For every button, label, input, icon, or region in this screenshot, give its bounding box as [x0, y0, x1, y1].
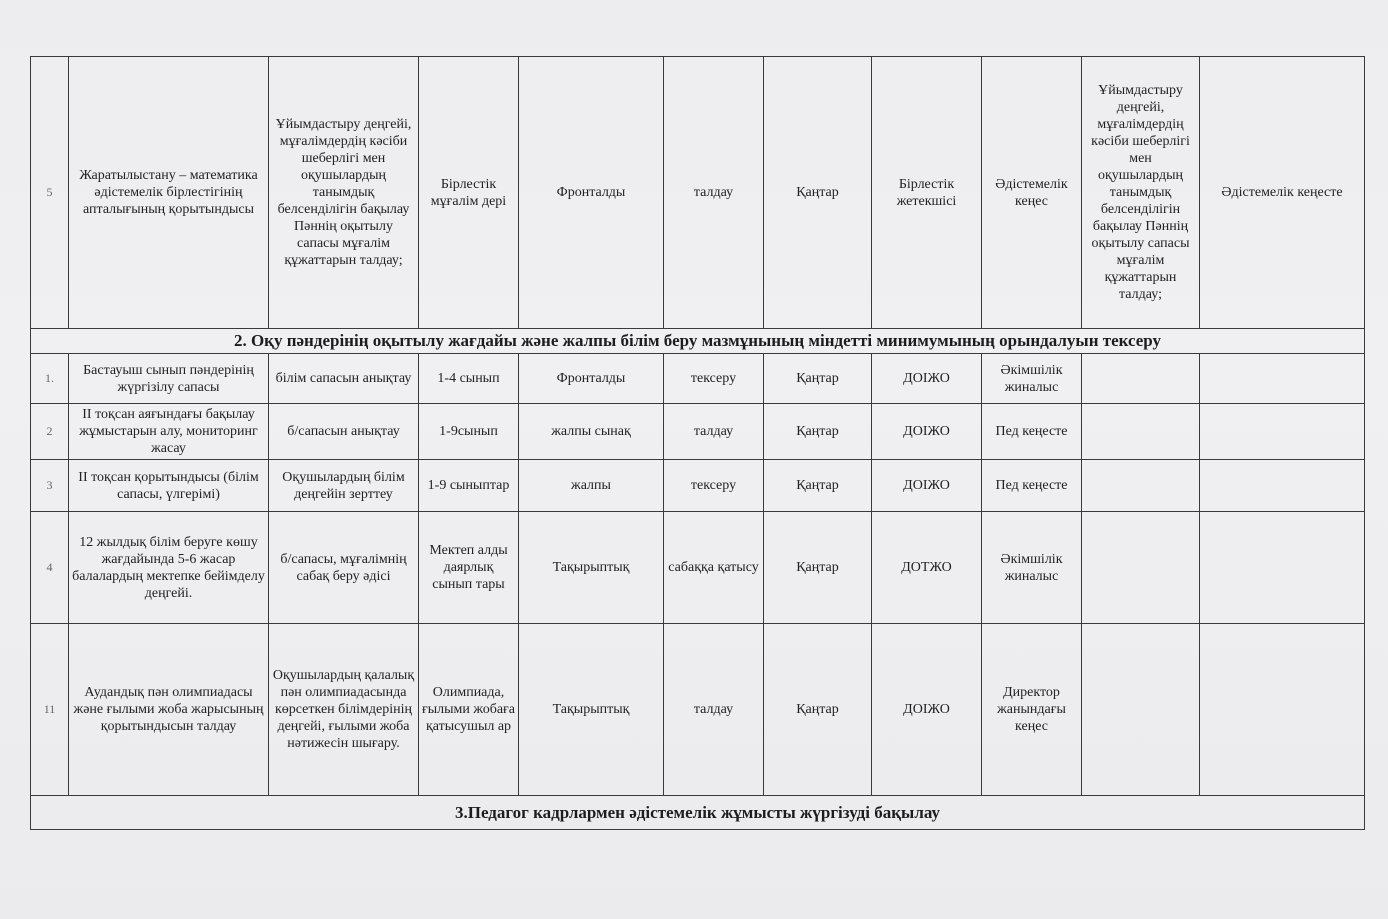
empty-cell — [1200, 624, 1365, 796]
control-object: 1-9 сыныптар — [419, 460, 519, 512]
control-goal: б/сапасы, мұғалімнің сабақ беру әдісі — [269, 512, 419, 624]
control-object: Олимпиада, ғылыми жобаға қатысушыл ар — [419, 624, 519, 796]
control-type: жалпы — [519, 460, 664, 512]
review-venue: Әкімшілік жиналыс — [982, 354, 1082, 404]
table-row — [31, 624, 1365, 796]
empty-cell — [1200, 354, 1365, 404]
empty-cell — [1082, 460, 1200, 512]
review-venue: Директор жанындағы кеңес — [982, 624, 1082, 796]
control-method: талдау — [664, 404, 764, 460]
control-date: Қаңтар — [764, 57, 872, 329]
section-3-title: 3.Педагог кадрлармен әдістемелік жұмысты жүргізуді бақылау — [31, 796, 1365, 830]
control-type: жалпы сынақ — [519, 404, 664, 460]
control-method: сабаққа қатысу — [664, 512, 764, 624]
result-venue: Әдістемелік кеңесте — [1200, 57, 1365, 329]
row-number: 3 — [31, 460, 69, 512]
responsible-person: ДОІЖО — [872, 624, 982, 796]
control-plan-table — [30, 56, 1365, 830]
row-number: 11 — [31, 624, 69, 796]
control-method: тексеру — [664, 460, 764, 512]
row-number: 5 — [31, 57, 69, 329]
section-heading-row — [31, 329, 1365, 354]
section-heading-row — [31, 796, 1365, 830]
control-date: Қаңтар — [764, 404, 872, 460]
control-object: 1-4 сынып — [419, 354, 519, 404]
empty-cell — [1200, 460, 1365, 512]
responsible-person: ДОІЖО — [872, 354, 982, 404]
table-row — [31, 460, 1365, 512]
empty-cell — [1200, 512, 1365, 624]
control-date: Қаңтар — [764, 460, 872, 512]
control-goal: білім сапасын анықтау — [269, 354, 419, 404]
control-subject: 12 жылдық білім беруге көшу жағдайында 5-6 жасар балалардың мектепке бейімделу деңгейі. — [69, 512, 269, 624]
control-date: Қаңтар — [764, 512, 872, 624]
control-object: 1-9сынып — [419, 404, 519, 460]
table-row — [31, 57, 1365, 329]
control-goal: б/сапасын анықтау — [269, 404, 419, 460]
control-goal: Ұйымдастыру деңгейі, мұғалімдердің кәсіби шеберлігі мен оқушылардың танымдық белсенділігін бақылау Пәннің оқытылу сапасы мұғалім құжаттарын талдау; — [269, 57, 419, 329]
empty-cell — [1082, 354, 1200, 404]
control-object: Бірлестік мұғалім дері — [419, 57, 519, 329]
review-venue: Пед кеңесте — [982, 460, 1082, 512]
control-date: Қаңтар — [764, 624, 872, 796]
control-method: тексеру — [664, 354, 764, 404]
responsible-person: Бірлестік жетекшісі — [872, 57, 982, 329]
control-type: Фронталды — [519, 354, 664, 404]
row-number: 4 — [31, 512, 69, 624]
control-date: Қаңтар — [764, 354, 872, 404]
control-subject: Аудандық пән олимпиадасы және ғылыми жоба жарысының қорытындысын талдау — [69, 624, 269, 796]
review-venue: Әкімшілік жиналыс — [982, 512, 1082, 624]
control-method: талдау — [664, 57, 764, 329]
empty-cell — [1200, 404, 1365, 460]
control-subject: ІІ тоқсан қорытындысы (білім сапасы, үлгерімі) — [69, 460, 269, 512]
responsible-person: ДОІЖО — [872, 404, 982, 460]
responsible-person: ДОІЖО — [872, 460, 982, 512]
empty-cell — [1082, 512, 1200, 624]
control-subject: Жаратылыстану – математика әдістемелік бірлестігінің апталығының қорытындысы — [69, 57, 269, 329]
row-number: 1. — [31, 354, 69, 404]
control-type: Тақырыптық — [519, 512, 664, 624]
control-goal: Оқушылардың білім деңгейін зерттеу — [269, 460, 419, 512]
control-object: Мектеп алды даярлық сынып тары — [419, 512, 519, 624]
control-type: Фронталды — [519, 57, 664, 329]
responsible-person: ДОТЖО — [872, 512, 982, 624]
table-row — [31, 512, 1365, 624]
table-row — [31, 404, 1365, 460]
control-goal: Оқушылардың қалалық пән олимпиадасында көрсеткен білімдерінің деңгейі, ғылыми жоба нәтижесін шығару. — [269, 624, 419, 796]
control-subject: Бастауыш сынып пәндерінің жүргізілу сапасы — [69, 354, 269, 404]
row-number: 2 — [31, 404, 69, 460]
table-row — [31, 354, 1365, 404]
control-method: талдау — [664, 624, 764, 796]
control-result: Ұйымдастыру деңгейі, мұғалімдердің кәсіби шеберлігі мен оқушылардың танымдық белсенділігін бақылау Пәннің оқытылу сапасы мұғалім құжаттарын талдау; — [1082, 57, 1200, 329]
empty-cell — [1082, 624, 1200, 796]
section-2-title: 2. Оқу пәндерінің оқытылу жағдайы және жалпы білім беру мазмұнының міндетті минимумының орындалуын тексеру — [31, 329, 1365, 354]
control-type: Тақырыптық — [519, 624, 664, 796]
control-subject: ІІ тоқсан аяғындағы бақылау жұмыстарын алу, мониторинг жасау — [69, 404, 269, 460]
empty-cell — [1082, 404, 1200, 460]
review-venue: Пед кеңесте — [982, 404, 1082, 460]
review-venue: Әдістемелік кеңес — [982, 57, 1082, 329]
